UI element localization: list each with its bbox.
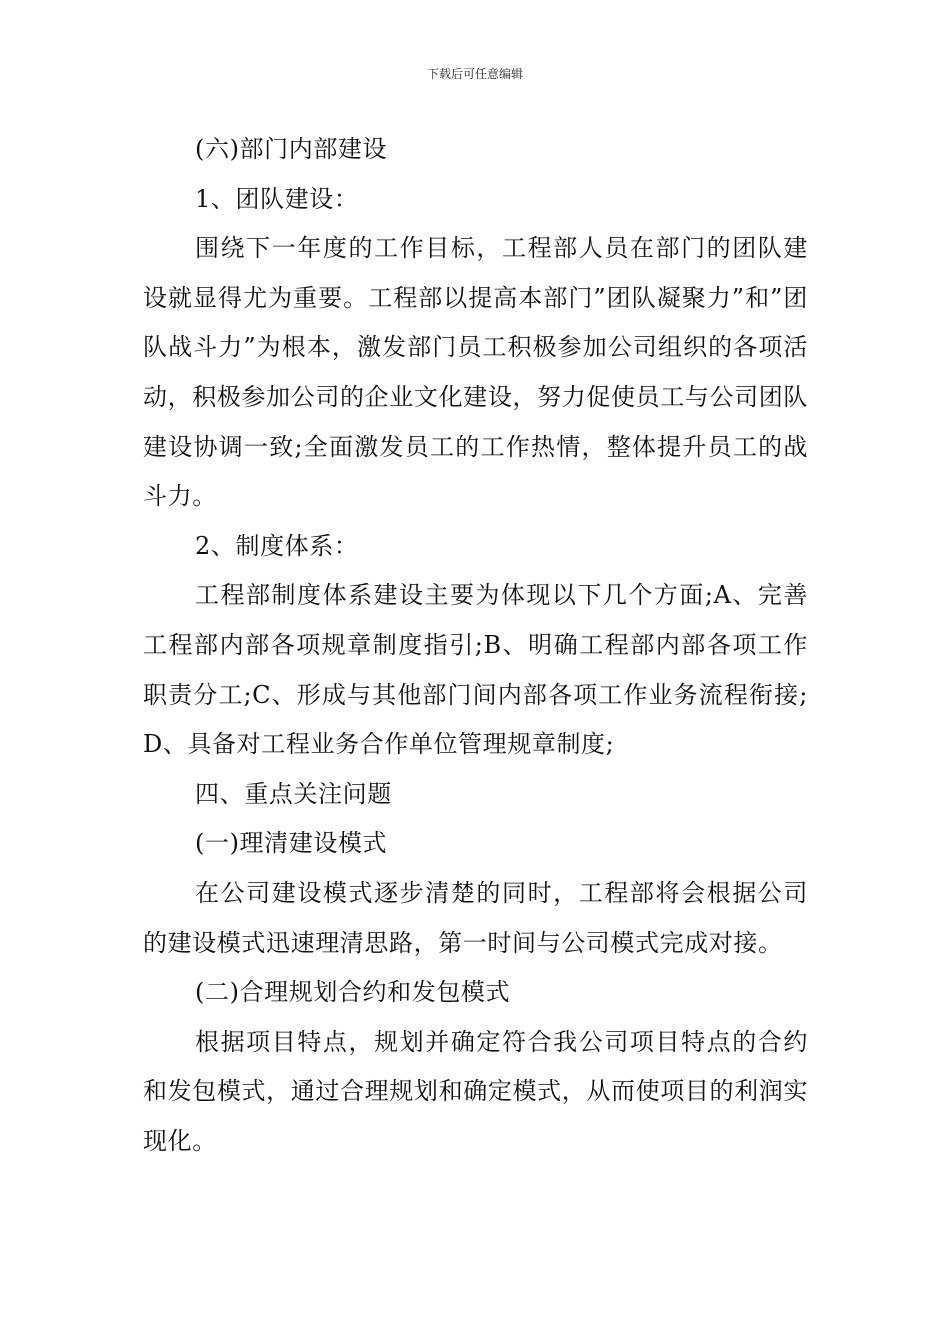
subheading-contract-mode: (二)合理规划合约和发包模式 [195,978,511,1007]
paragraph-team-building: 围绕下一年度的工作目标，工程部人员在部门的团队建设就显得尤为重要。工程部以提高本部门”团队凝聚力”和”团队战斗力”为根本，激发部门员工积极参加公司组织的各项活动，积极参加公司的企业文化建设，努力促使员工与公司团队建设协调一致;全面激发员工的工作热情，整体提升员工的战斗力。 [143,234,808,511]
page-header-note: 下载后可任意编辑 [426,67,523,81]
paragraph-contract-mode: 根据项目特点，规划并确定符合我公司项目特点的合约和发包模式，通过合理规划和确定模式，从而使项目的利润实现化。 [143,1027,808,1155]
section-heading-key-issues: 四、重点关注问题 [195,779,392,808]
subheading-team-building: 1、团队建设： [195,184,359,213]
subheading-construction-mode: (一)理清建设模式 [195,829,388,858]
paragraph-construction-mode: 在公司建设模式逐步清楚的同时，工程部将会根据公司的建设模式迅速理清思路，第一时间与公司模式完成对接。 [143,878,808,957]
section-heading-department-building: (六)部门内部建设 [195,135,388,163]
document-body [143,125,808,1166]
subheading-system: 2、制度体系： [195,531,359,560]
paragraph-system: 工程部制度体系建设主要为体现以下几个方面;A、完善工程部内部各项规章制度指引;B、明确工程部内部各项工作职责分工;C、形成与其他部门间内部各项工作业务流程衔接;D、具备对工程业务合作单位管理规章制度; [143,581,808,759]
